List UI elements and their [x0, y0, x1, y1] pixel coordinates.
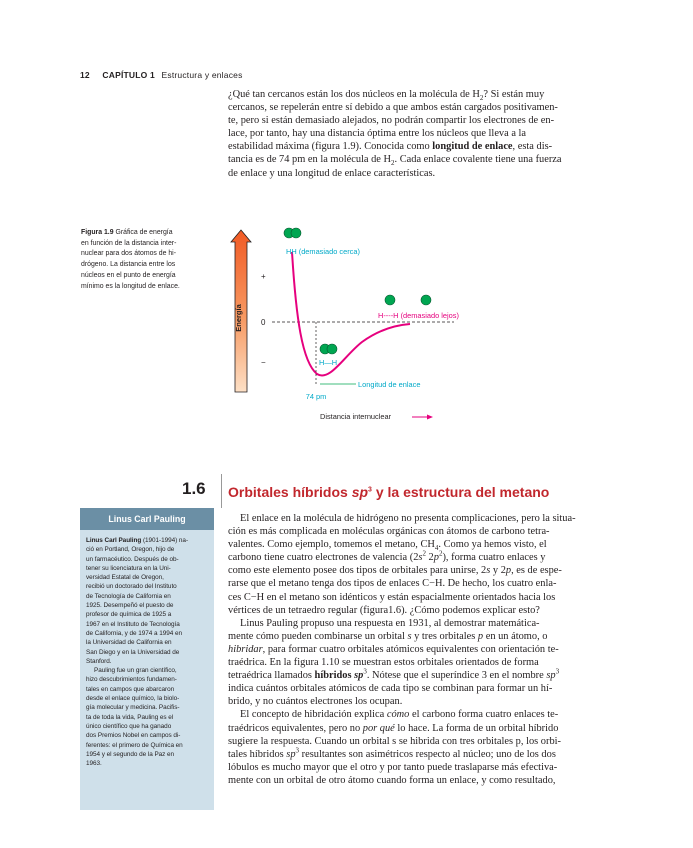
- section-title: Orbitales híbridos $sp^3$ y la estructura del metano: [228, 484, 550, 500]
- text-line: estabilidad máxima (figura 1.9). Conocida como longitud de enlace, esta dis-: [228, 141, 553, 153]
- section-divider: [221, 474, 222, 508]
- tick-zero: 0: [261, 318, 266, 327]
- body-paragraph-2: Linus Pauling propuso una respuesta en 1931, al demostrar matemática- mente cómo pueden combinarse un orbital s y tres orbitales p en un átomo, o hibridar, para formar cuatro orbitales atómicos equivalentes con orientación te- traédrica. En la figura 1.10 se muestran estos orbitales orientados de forma tetraédrica llamados híbridos $sp^3$. Nótese que el superíndice 3 en el nombre $sp^3$ indica cuántos orbitales atómicos de cada tipo se combinan para formar un hí- brido, y no cuántos electrones los ocupan.: [228, 617, 560, 708]
- body-paragraph-3: El concepto de hibridación explica cómo el carbono forma cuatro enlaces te- traédricos equivalentes, pero no por qué lo hace. La forma de un orbital híbrido sugiere la respuesta. Cuando un orbital s se hibrida con tres orbitales p, los orbi- tales híbridos $sp^3$ resultantes son asimétricos respecto al núcleo; uno de los dos lóbulos es mucho mayor que el otro y por tanto puede traslaparse más efectiva- mente con un orbital de otro átomo cuando forma un enlace, y como resultado,: [228, 709, 561, 786]
- atom-bonded-2: [327, 344, 337, 354]
- page-number: 12: [80, 70, 90, 80]
- atom-far-1: [385, 295, 395, 305]
- caption-label: Figura 1.9: [81, 229, 114, 236]
- chapter-label: CAPÍTULO 1: [102, 70, 155, 80]
- atom-far-2: [421, 295, 431, 305]
- energy-distance-graph: [222, 222, 472, 427]
- sidebar-text: [86, 536, 210, 768]
- section-number: 1.6: [182, 479, 206, 498]
- sidebar-heading: Linus Carl Pauling: [80, 508, 214, 530]
- label-74pm: 74 pm: [305, 392, 327, 401]
- text-line: cercanos, se repelerán entre sí debido a que ambos están cargados positivamen-: [228, 102, 558, 114]
- x-axis-label: Distancia internuclear: [320, 412, 392, 421]
- figure-caption: Figura 1.9 Gráfica de energía en función de la distancia inter- nuclear para dos átomos de hi- drógeno. La distancia entre los núcleos en el punto de energía mínimo es la longitud de enlace.: [81, 229, 180, 290]
- sidebar-paragraph-2: Pauling fue un gran científico, hizo descubrimientos fundamen- tales en campos que abarcaron desde el enlace químico, la biolo- gía molecular y medicina. Pacifis- ta de toda la vida, Pauling es el único científico que ha ganado dos Premios Nobel en campos di- ferentes: el primero de Química en 1954 y el segundo de la Paz en 1963.: [86, 667, 183, 768]
- intro-paragraph: [228, 88, 598, 180]
- running-header: [80, 70, 243, 80]
- text-line: de enlace y una longitud de enlace características.: [228, 167, 436, 179]
- label-too-close: HH (demasiado cerca): [286, 247, 360, 256]
- atom-close-2: [291, 228, 301, 238]
- text-line: tancia es de 74 pm en la molécula de $H_2$. Cada enlace covalente tiene una fuerza: [228, 154, 562, 168]
- tick-plus: +: [261, 272, 266, 281]
- label-too-far: H----H (demasiado lejos): [378, 311, 459, 320]
- text-line: lace, por tanto, hay una distancia óptima entre los núcleos que lleva a la: [228, 128, 527, 140]
- label-bonded: H—H: [319, 358, 338, 367]
- key-term: longitud de enlace: [432, 141, 513, 153]
- tick-minus: −: [261, 358, 266, 367]
- text-line: te, pero si están demasiado alejados, no podrán compartir los electrones de en-: [228, 115, 555, 127]
- chapter-title: Estructura y enlaces: [161, 70, 243, 80]
- sidebar-paragraph-1: Linus Carl Pauling (1901-1994) na- ció en Portland, Oregon, hijo de un farmacéutico. Después de ob- tener su licenciatura en la Uni- versidad Estatal de Oregon, recibió un doctorado del Instituto de Tecnología de California en 1925. Desempeñó el puesto de profesor de química de 1925 a 1967 en el Instituto de Tecnología de California, y de 1974 a 1994 en la Universidad de California en San Diego y en la Universidad de Stanford.: [86, 537, 189, 665]
- energy-axis-label: Energía: [234, 304, 243, 332]
- body-paragraph-1: El enlace en la molécula de hidrógeno no presenta complicaciones, pero la situa- ción es más complicada en moléculas orgánicas con átomos de carbono tetra- valentes. Como ejemplo, tomemos el metano, $CH_4$. Como ya hemos visto, el carbono tiene cuatro electrones de valencia ($2s^2$ $2p^2$), forma cuatro enlaces y como este elemento posee dos tipos de orbitales para unirse, 2s y 2p, es de espe- rarse que el metano tenga dos tipos de enlaces C−H. De hecho, los cuatro enla- ces C−H en el metano son idénticos y están espacialmente orientados hacia los vértices de un tetraedro regular (figura1.6). ¿Cómo podemos explicar esto?: [228, 513, 576, 616]
- label-bond-length: Longitud de enlace: [358, 380, 421, 389]
- body-text: [228, 512, 598, 787]
- x-axis-arrow: [412, 415, 433, 420]
- text-line: ¿Qué tan cercanos están los dos núcleos en la molécula de $H_2$? Si están muy: [228, 89, 545, 103]
